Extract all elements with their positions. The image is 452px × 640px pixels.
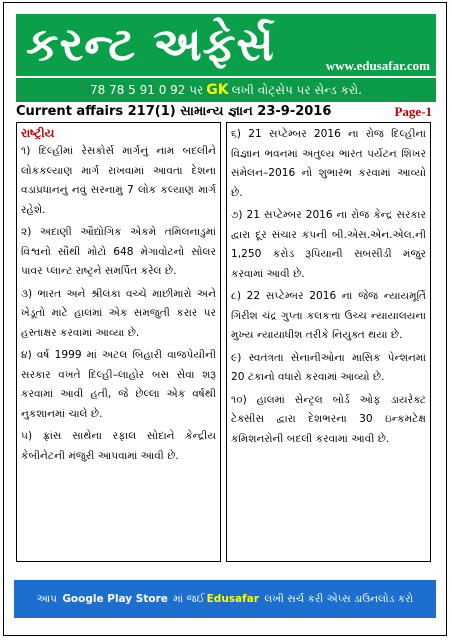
header-band (16, 14, 436, 76)
news-item-9: ૯) સ્વતંત્રતા સેનાનીઓના માસિક પેન્શનમાં 20 ટકાનો વધારો કરવામાં આવ્યો છે. (231, 351, 426, 383)
footer-text-1: આપ (36, 592, 57, 605)
footer-app-name: Edusafar (206, 593, 259, 605)
news-item-8: ૮) 22 સપ્ટેમ્બર 2016 ના જેજ ન્યાયમૂર્તિ ગિરીશ ચંદ્ર ગુપ્તા કલકત્તા ઉચ્ચ ન્યાયાલયના મુખ્ય ન્યાયાધીશ તરીકે નિયુક્ત થયા છે. (231, 290, 426, 341)
news-item-2: ૨) અદાણી ઔદ્યોગિક એકમે તમિલનાડુમાં વિશ્વનો સૌથી મોટો 648 મેગાવોટનો સોલર પાવર પ્લાન્ટ રાષ્ટ્રને સમર્પિત કરેલ છે. (21, 226, 216, 277)
whatsapp-banner (16, 78, 436, 102)
subheading (16, 104, 436, 122)
left-column (16, 122, 221, 562)
footer-play-store: Google Play Store (62, 593, 168, 605)
news-item-3: ૩) ભારત અને શ્રીલંકા વચ્ચે માછીમારો અને ખેડૂતો માટે હાલમાં એક સમજુતી કરાર પર હસ્તાક્ષર કરવામાં આવ્યા છે. (21, 287, 216, 339)
footer-banner[interactable] (14, 580, 436, 618)
news-item-6: ૬) 21 સપ્ટેમ્બર 2016 ના રોજ દિલ્હીના વિજ્ઞાન ભવનમાં અતુલ્ય ભારત પર્યટન શિખર સંમેલન–2016 નો શુભારંભ કરવામાં આવ્યો છે. (231, 128, 426, 199)
banner-gk-keyword: GK (206, 82, 229, 98)
footer-text-2: માં જઈ (173, 592, 205, 605)
subheading-title: Current affairs 217(1) સામાન્ય જ્ઞાન 23-9-2016 (16, 104, 332, 119)
footer-text-3: લખી સર્ચ કરી એપ્સ ડાઉનલોડ કરો (264, 592, 414, 605)
banner-instruction: લખી વોટ્સેપ પર સેન્ડ કરો. (231, 82, 362, 97)
right-column (226, 122, 431, 562)
page-number: Page-1 (394, 104, 432, 119)
section-heading-national: રાષ્ટ્રીય (21, 126, 55, 140)
banner-phone-text: 78 78 5 91 0 92 પર (90, 82, 204, 97)
news-item-1: ૧) દિલ્હીમાં રેસકોર્સ માર્ગનું નામ બદલીને લોકકલ્યાણ માર્ગ રાખવામાં આવતા દેશના વડાપ્રધાનનું નવું સરનામું 7 લોક કલ્યાણ માર્ગ રહેશે. (21, 145, 216, 216)
page-title: કરન્ટ અફેર્સ (26, 17, 275, 71)
news-item-7: ૭) 21 સપ્ટેમ્બર 2016 ના રોજ કેન્દ્ર સરકાર દ્વારા દૂર સંચાર કંપની બી.એસ.એન.એલ.ની 1,250 કરોડ રૂપિયાની સબસીડી મંજુર કરવામાં આવી છે. (231, 209, 426, 280)
content-columns (16, 122, 436, 562)
news-item-4: ૪) વર્ષ 1999 માં અટલ બિહારી વાજપેયીની સરકાર વખતે દિલ્હી–લાહોર બસ સેવા શરૂ કરવામાં આવી હતી, જે છેલ્લા એક વર્ષથી નુકશાનમાં ચાલે છે. (21, 349, 216, 420)
website-link[interactable]: www.edusafar.com (325, 58, 430, 73)
news-item-10: ૧૦) હાલમાં સેન્ટ્રલ બોર્ડ ઓફ ડાયરેક્ટ ટેક્સીસ દ્વારા દેશભરના 30 ઇન્કમટેક્ષ કમિશનરોની બદલી કરવામાં આવી છે. (231, 393, 426, 445)
news-item-5: ૫) ફ્રાંસ સાથેના રફાલ સોદાને કેન્દ્રીય કેબીનેટની મંજુરી આપવામાં આવી છે. (21, 430, 216, 462)
